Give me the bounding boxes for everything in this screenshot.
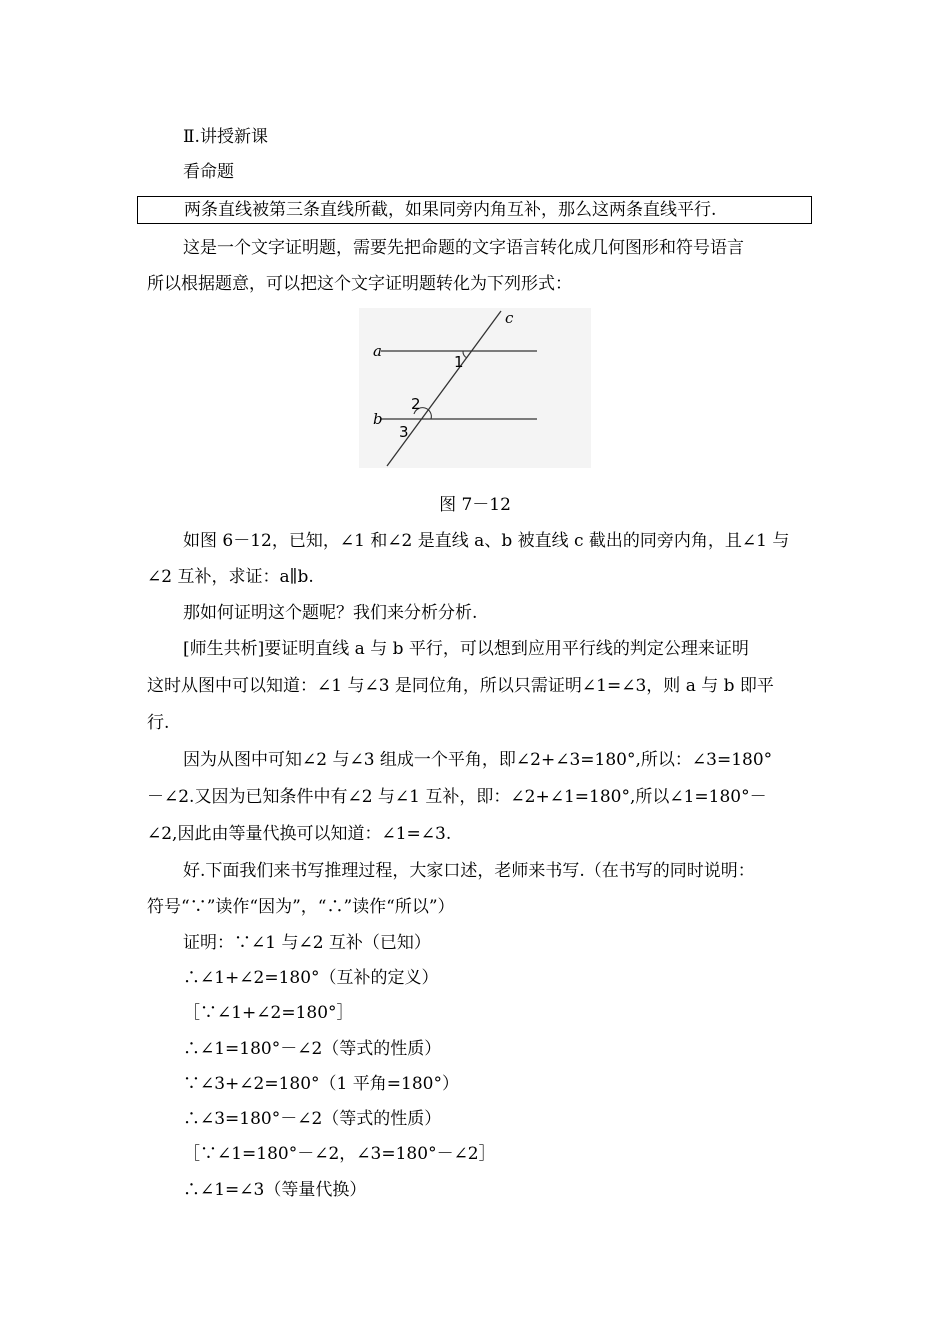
angle-1-arc — [463, 351, 467, 358]
reasoning-line-1: 因为从图中可知∠2 与∠3 组成一个平角，即∠2+∠3=180°,所以：∠3=180° — [183, 750, 773, 770]
question-line: 那如何证明这个题呢？我们来分析分析. — [183, 603, 478, 623]
analysis-line-1: [师生共析]要证明直线 a 与 b 平行，可以想到应用平行线的判定公理来证明 — [183, 639, 749, 659]
line-c — [387, 311, 501, 466]
proposition-text: 两条直线被第三条直线所截，如果同旁内角互补，那么这两条直线平行. — [184, 200, 717, 220]
geometry-figure — [359, 308, 591, 468]
proof-step: ∴∠1=180°－∠2（等式的性质） — [183, 1039, 442, 1059]
note-line-2: 符号“∵”读作“因为”，“∴”读作“所以”） — [147, 897, 455, 917]
given-line-2: ∠2 互补，求证：a∥b. — [147, 567, 314, 587]
proof-step: ［∵∠1=180°－∠2，∠3=180°－∠2］ — [183, 1144, 496, 1164]
label-angle-1: 1 — [454, 353, 464, 371]
proof-step: ∴∠1=∠3（等量代换） — [183, 1180, 367, 1200]
label-angle-2: 2 — [411, 395, 421, 413]
subtitle: 看命题 — [183, 162, 234, 182]
analysis-line-2: 这时从图中可以知道：∠1 与∠3 是同位角，所以只需证明∠1=∠3，则 a 与 b 即平 — [147, 676, 774, 696]
analysis-line-3: 行. — [147, 713, 170, 733]
intro-line-2: 所以根据题意，可以把这个文字证明题转化为下列形式： — [147, 274, 572, 294]
intro-line-1: 这是一个文字证明题，需要先把命题的文字语言转化成几何图形和符号语言 — [183, 238, 744, 258]
given-line-1: 如图 6－12，已知，∠1 和∠2 是直线 a、b 被直线 c 截出的同旁内角，且∠1 与 — [183, 531, 790, 551]
reasoning-line-2: －∠2.又因为已知条件中有∠2 与∠1 互补，即：∠2+∠1=180°,所以∠1=180°－ — [147, 787, 767, 807]
proof-step: ∵∠3+∠2=180°（1 平角=180°） — [183, 1074, 459, 1094]
proof-step: ［∵∠1+∠2=180°］ — [183, 1003, 354, 1023]
label-a: a — [373, 342, 382, 360]
section-title: Ⅱ.讲授新课 — [183, 127, 268, 147]
proof-step: ∴∠1+∠2=180°（互补的定义） — [183, 968, 439, 988]
figure-caption: 图 7－12 — [439, 495, 511, 515]
label-b: b — [373, 410, 383, 428]
reasoning-line-3: ∠2,因此由等量代换可以知道：∠1=∠3. — [147, 824, 452, 844]
label-c: c — [505, 309, 514, 327]
label-angle-3: 3 — [399, 423, 409, 441]
note-line-1: 好.下面我们来书写推理过程，大家口述，老师来书写.（在书写的同时说明： — [183, 861, 755, 881]
proof-step: ∴∠3=180°－∠2（等式的性质） — [183, 1109, 442, 1129]
proposition-box — [137, 196, 812, 224]
proof-step: 证明：∵∠1 与∠2 互补（已知） — [183, 933, 431, 953]
